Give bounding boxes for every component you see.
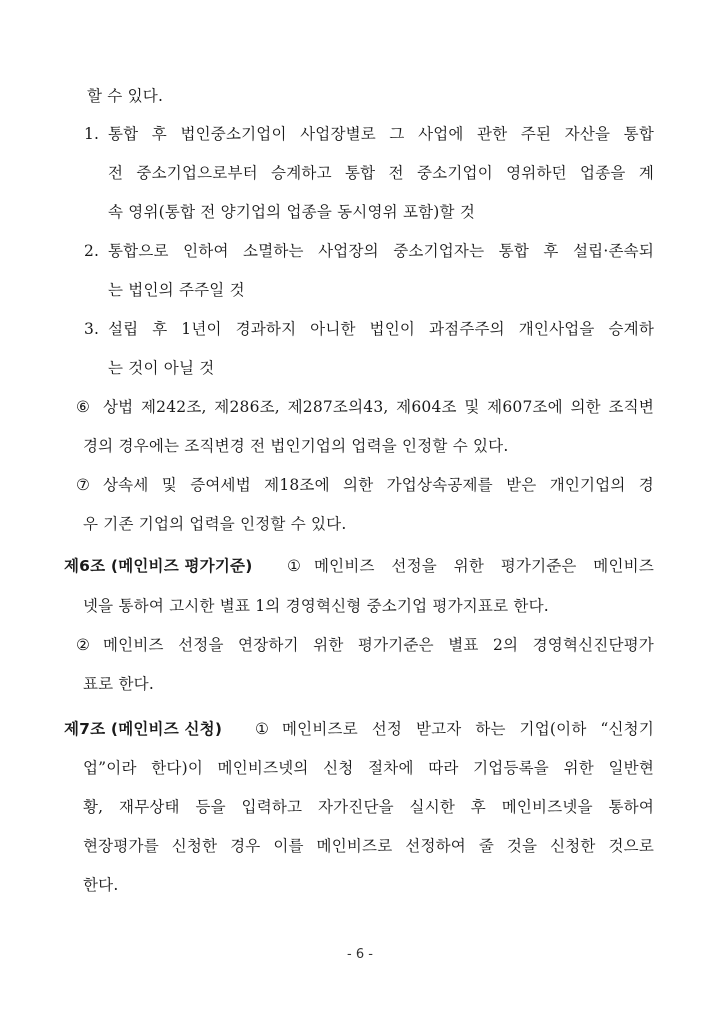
article-7-p1-line-1: 메인비즈로 선정 받고자 하는 기업(이하 “신청기: [282, 720, 654, 738]
item-2-line-2: 는 법인의 주주일 것: [108, 281, 245, 299]
circled-number-6: ⑥: [76, 398, 91, 416]
item-1-line-2: 전 중소기업으로부터 승계하고 통합 전 중소기업이 영위하던 업종을 계: [108, 164, 654, 182]
page-number: - 6 -: [347, 947, 373, 962]
para-7-line-2: 우 기존 기업의 업력을 인정할 수 있다.: [83, 515, 347, 533]
circled-number-7: ⑦: [76, 476, 91, 494]
item-2-line-1: 통합으로 인하여 소멸하는 사업장의 중소기업자는 통합 후 설립·존속되: [108, 242, 654, 260]
para-6-line-1: 상법 제242조, 제286조, 제287조의43, 제604조 및 제607조에 의한 조직변: [103, 398, 654, 416]
item-1-line-1: 통합 후 법인중소기업이 사업장별로 그 사업에 관한 주된 자산을 통합: [108, 125, 654, 143]
article-7-heading: 제7조 (메인비즈 신청): [64, 720, 223, 738]
article-7-p1-line-4: 현장평가를 신청한 경우 이를 메인비즈로 선정하여 줄 것을 신청한 것으로: [83, 837, 654, 855]
item-3-line-2: 는 것이 아닐 것: [108, 359, 215, 377]
continuation-text: 할 수 있다.: [87, 87, 164, 105]
para-6-line-2: 경의 경우에는 조직변경 전 법인기업의 업력을 인정할 수 있다.: [83, 437, 509, 455]
item-1-line-3: 속 영위(통합 전 양기업의 업종을 동시영위 포함)할 것: [108, 203, 476, 221]
article-6-p2-line-2: 표로 한다.: [83, 675, 154, 693]
article-7-p1-line-2: 업”이라 한다)이 메인비즈넷의 신청 절차에 따라 기업등록을 위한 일반현: [83, 759, 654, 777]
article-6-heading: 제6조 (메인비즈 평가기준): [64, 557, 253, 575]
article-7-p1-line-3: 황, 재무상태 등을 입력하고 자가진단을 실시한 후 메인비즈넷을 통하여: [83, 798, 654, 816]
article-6-p1-line-1: 메인비즈 선정을 위한 평가기준은 메인비즈: [314, 557, 654, 575]
item-number: 3.: [84, 320, 100, 338]
para-7-line-1: 상속세 및 증여세법 제18조에 의한 가업상속공제를 받은 개인기업의 경: [103, 476, 654, 494]
item-number: 1.: [84, 125, 100, 143]
article-6-p1-line-2: 넷을 통하여 고시한 별표 1의 경영혁신형 중소기업 평가지표로 한다.: [83, 597, 549, 615]
circled-number-2: ②: [76, 636, 91, 654]
circled-number-1: ①: [287, 557, 302, 575]
item-number: 2.: [84, 242, 100, 260]
article-7-p1-line-5: 한다.: [83, 876, 119, 894]
circled-number-1: ①: [255, 720, 270, 738]
article-6-p2-line-1: 메인비즈 선정을 연장하기 위한 평가기준은 별표 2의 경영혁신진단평가: [103, 636, 654, 654]
item-3-line-1: 설립 후 1년이 경과하지 아니한 법인이 과점주주의 개인사업을 승계하: [108, 320, 654, 338]
